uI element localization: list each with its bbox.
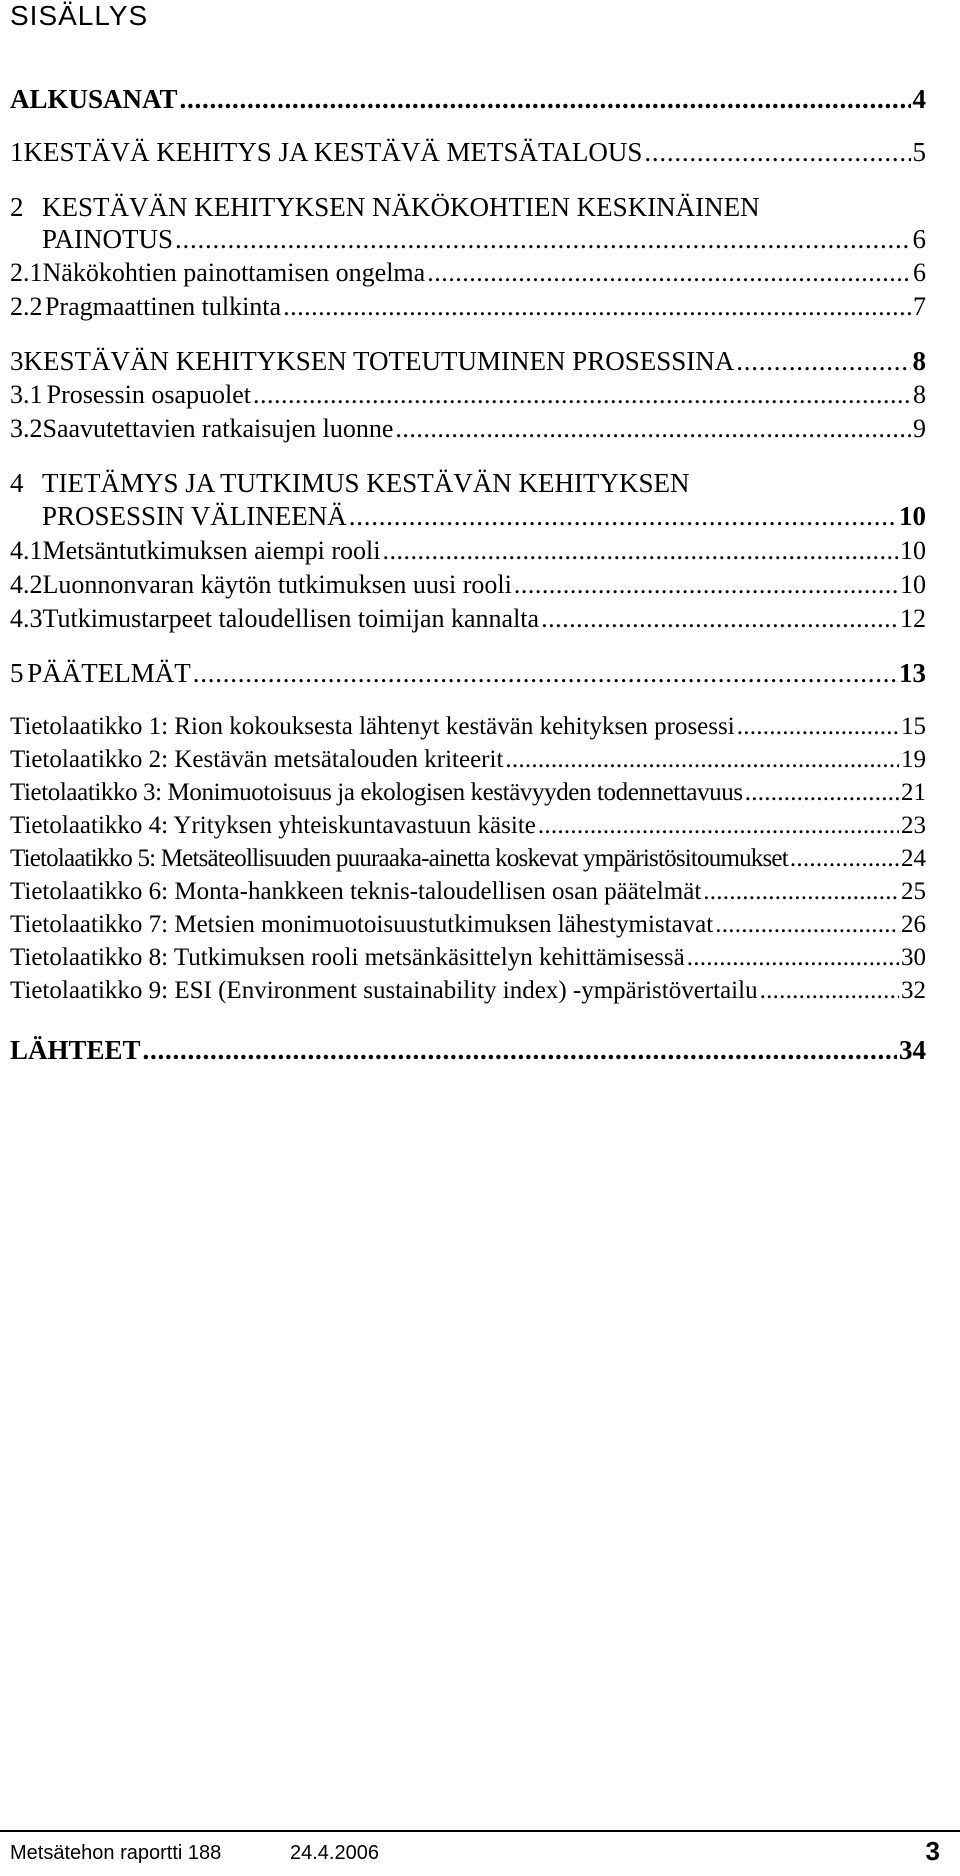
toc-title: Tietolaatikko 9: ESI (Environment sustainability index) -ympäristövertailu bbox=[10, 977, 758, 1004]
toc-title: Prosessin osapuolet bbox=[46, 380, 252, 409]
toc-title: LÄHTEET bbox=[10, 1035, 141, 1065]
dot-leader bbox=[687, 944, 899, 972]
toc-page: 21 bbox=[901, 779, 926, 806]
toc-entry-chapter-2-line2[interactable] bbox=[10, 224, 926, 255]
dot-leader bbox=[760, 977, 899, 1005]
toc-number: 4.3 bbox=[10, 604, 43, 633]
toc-page: 34 bbox=[899, 1035, 926, 1065]
footer-date: 24.4.2006 bbox=[290, 1842, 379, 1864]
toc-number: 2.2 bbox=[10, 292, 43, 321]
dot-leader bbox=[538, 812, 899, 840]
toc-entry-lahteet[interactable] bbox=[10, 1035, 926, 1066]
dot-leader bbox=[505, 746, 899, 774]
toc-page: 26 bbox=[901, 911, 926, 938]
toc-title: Näkökohtien painottamisen ongelma bbox=[42, 258, 426, 287]
toc-title: Tietolaatikko 3: Monimuotoisuus ja ekologisen kestävyyden todennettavuus bbox=[10, 779, 743, 806]
footer-rule bbox=[0, 1830, 960, 1832]
toc-entry-box-6[interactable] bbox=[10, 878, 926, 906]
toc-title: Tietolaatikko 8: Tutkimuksen rooli metsänkäsittelyn kehittämisessä bbox=[10, 944, 685, 971]
toc-title: Pragmaattinen tulkinta bbox=[44, 292, 282, 321]
toc-title-continued: PAINOTUS bbox=[42, 224, 174, 254]
page-heading: SISÄLLYS bbox=[10, 0, 149, 31]
toc-title: Tietolaatikko 4: Yrityksen yhteiskuntavastuun käsite bbox=[10, 812, 536, 839]
toc-page: 4 bbox=[912, 84, 926, 114]
toc-entry-box-7[interactable] bbox=[10, 911, 926, 939]
toc-page: 7 bbox=[913, 292, 926, 321]
dot-leader bbox=[283, 292, 911, 322]
toc-page: 24 bbox=[901, 845, 926, 872]
toc-entry-section-3-2[interactable] bbox=[10, 414, 926, 444]
toc-entry-alkusanat[interactable] bbox=[10, 84, 926, 115]
toc-entry-chapter-2-line1[interactable] bbox=[10, 192, 926, 223]
dot-leader bbox=[143, 1035, 897, 1066]
dot-leader bbox=[703, 878, 899, 906]
dot-leader bbox=[644, 137, 910, 168]
toc-number: 2.1 bbox=[10, 258, 43, 287]
toc-entry-section-2-1[interactable] bbox=[10, 258, 926, 288]
toc-page: 32 bbox=[901, 977, 926, 1004]
toc-number: 1 bbox=[10, 137, 24, 167]
dot-leader bbox=[180, 84, 911, 115]
toc-number: 5 bbox=[10, 658, 24, 688]
toc-page: 10 bbox=[900, 536, 926, 565]
toc-entry-section-4-1[interactable] bbox=[10, 536, 926, 566]
toc-title: TIETÄMYS JA TUTKIMUS KESTÄVÄN KEHITYKSEN bbox=[42, 468, 690, 498]
toc-page: 5 bbox=[912, 137, 926, 167]
toc-number: 4.1 bbox=[10, 536, 43, 565]
toc-page: 8 bbox=[912, 346, 926, 376]
toc-title: Luonnonvaran käytön tutkimuksen uusi rooli bbox=[42, 570, 512, 599]
toc-page: 15 bbox=[901, 713, 926, 740]
toc-title: Tutkimustarpeet taloudellisen toimijan kannalta bbox=[42, 604, 540, 633]
toc-page: 10 bbox=[900, 570, 926, 599]
toc-entry-chapter-4-line1[interactable] bbox=[10, 468, 926, 499]
dot-leader bbox=[193, 658, 897, 689]
toc-page: 30 bbox=[901, 944, 926, 971]
toc-page: 10 bbox=[899, 501, 926, 531]
toc-title: Tietolaatikko 1: Rion kokouksesta lähtenyt kestävän kehityksen prosessi bbox=[10, 713, 735, 740]
toc-entry-box-5[interactable] bbox=[10, 845, 926, 873]
toc-entry-chapter-4-line2[interactable] bbox=[10, 501, 926, 532]
toc-number: 3.2 bbox=[10, 414, 43, 443]
toc-entry-section-2-2[interactable] bbox=[10, 292, 926, 322]
toc-entry-section-4-2[interactable] bbox=[10, 570, 926, 600]
toc-page: 19 bbox=[901, 746, 926, 773]
toc-title: Tietolaatikko 2: Kestävän metsätalouden kriteerit bbox=[10, 746, 504, 773]
toc-page: 25 bbox=[901, 878, 926, 905]
toc-number: 3 bbox=[10, 346, 24, 376]
dot-leader bbox=[745, 779, 899, 807]
dot-leader bbox=[175, 224, 910, 255]
toc-page: 13 bbox=[899, 658, 926, 688]
toc-title: KESTÄVÄN KEHITYKSEN NÄKÖKOHTIEN KESKINÄINEN bbox=[42, 192, 760, 222]
toc-entry-chapter-1[interactable] bbox=[10, 137, 926, 168]
toc-number: 4 bbox=[10, 468, 24, 498]
footer-publication: Metsätehon raportti 188 bbox=[10, 1842, 222, 1864]
dot-leader bbox=[737, 713, 899, 741]
toc-entry-chapter-3[interactable] bbox=[10, 346, 926, 377]
toc-page: 9 bbox=[913, 414, 926, 443]
toc-title: KESTÄVÄ KEHITYS JA KESTÄVÄ METSÄTALOUS bbox=[23, 137, 643, 167]
dot-leader bbox=[395, 414, 911, 444]
toc-title: Metsäntutkimuksen aiempi rooli bbox=[42, 536, 381, 565]
toc-title: Saavutettavien ratkaisujen luonne bbox=[42, 414, 394, 443]
dot-leader bbox=[253, 380, 911, 410]
footer-page-number: 3 bbox=[925, 1836, 940, 1866]
toc-entry-section-3-1[interactable] bbox=[10, 380, 926, 410]
toc-number: 4.2 bbox=[10, 570, 43, 599]
toc-entry-box-3[interactable] bbox=[10, 779, 926, 807]
toc-title: KESTÄVÄN KEHITYKSEN TOTEUTUMINEN PROSESSINA bbox=[23, 346, 735, 376]
toc-number: 2 bbox=[10, 192, 24, 222]
dot-leader bbox=[514, 570, 898, 600]
dot-leader bbox=[427, 258, 911, 288]
toc-entry-box-1[interactable] bbox=[10, 713, 926, 741]
dot-leader bbox=[790, 845, 899, 873]
toc-page: 8 bbox=[913, 380, 926, 409]
toc-entry-box-4[interactable] bbox=[10, 812, 926, 840]
toc-entry-box-9[interactable] bbox=[10, 977, 926, 1005]
toc-title-continued: PROSESSIN VÄLINEENÄ bbox=[42, 501, 347, 531]
dot-leader bbox=[382, 536, 898, 566]
toc-page: 6 bbox=[913, 258, 926, 287]
dot-leader bbox=[715, 911, 899, 939]
dot-leader bbox=[541, 604, 898, 634]
toc-title: ALKUSANAT bbox=[10, 84, 178, 114]
toc-entry-section-4-3[interactable] bbox=[10, 604, 926, 634]
toc-entry-box-2[interactable] bbox=[10, 746, 926, 774]
toc-page: 12 bbox=[900, 604, 926, 633]
toc-entry-box-8[interactable] bbox=[10, 944, 926, 972]
dot-leader bbox=[736, 346, 910, 377]
toc-page: 6 bbox=[912, 224, 926, 254]
toc-entry-chapter-5[interactable] bbox=[10, 658, 926, 689]
toc-title: PÄÄTELMÄT bbox=[27, 658, 191, 688]
toc-page: 23 bbox=[901, 812, 926, 839]
dot-leader bbox=[349, 501, 897, 532]
toc-title: Tietolaatikko 7: Metsien monimuotoisuustutkimuksen lähestymistavat bbox=[10, 911, 714, 938]
toc-number: 3.1 bbox=[10, 380, 43, 409]
toc-title: Tietolaatikko 5: Metsäteollisuuden puuraaka-ainetta koskevat ympäristösitoumukset bbox=[10, 845, 788, 872]
toc-title: Tietolaatikko 6: Monta-hankkeen teknis-taloudellisen osan päätelmät bbox=[10, 878, 702, 905]
